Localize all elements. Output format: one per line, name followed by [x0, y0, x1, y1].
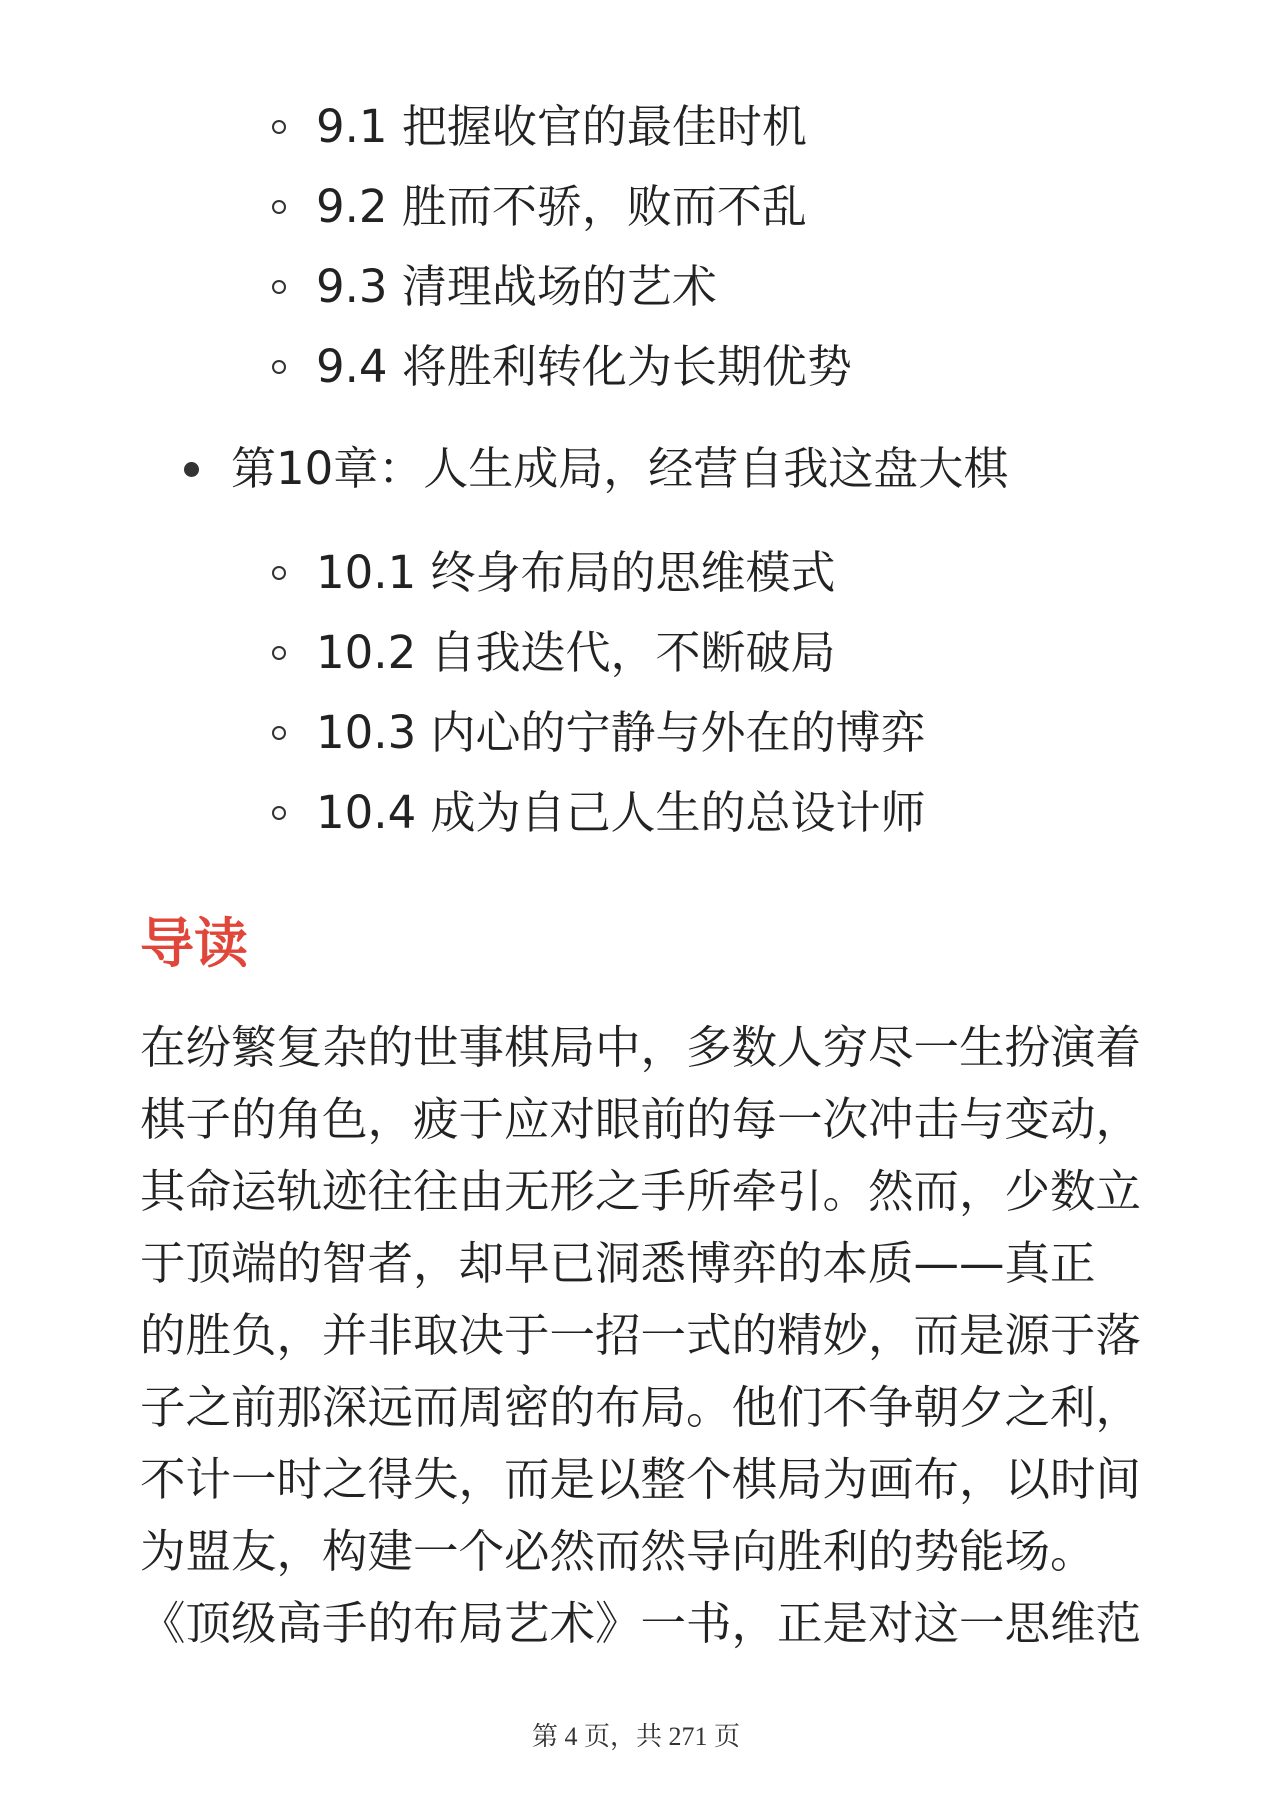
paragraph-line: 《顶级高手的布局艺术》一书，正是对这一思维范 [140, 1597, 1142, 1650]
toc-item-10-1[interactable] [272, 540, 836, 606]
toc-item-9-4[interactable] [272, 334, 852, 400]
toc-item-10-2[interactable] [272, 620, 836, 686]
hollow-bullet-icon [272, 726, 286, 740]
paragraph-line: 的胜负，并非取决于一招一式的精妙，而是源于落 [140, 1309, 1142, 1362]
hollow-bullet-icon [272, 566, 286, 580]
toc-item-label: 10.2 自我迭代，不断破局 [316, 626, 836, 679]
section-heading: 导读 [140, 912, 248, 975]
toc-item-9-1[interactable] [272, 94, 807, 160]
toc-item-9-2[interactable] [272, 174, 807, 240]
filled-bullet-icon [184, 462, 199, 477]
toc-chapter-10[interactable] [184, 436, 1008, 502]
toc-item-label: 10.4 成为自己人生的总设计师 [316, 786, 926, 839]
toc-item-label: 10.3 内心的宁静与外在的博弈 [316, 706, 926, 759]
paragraph-line: 其命运轨迹往往由无形之手所牵引。然而，少数立 [140, 1165, 1142, 1218]
hollow-bullet-icon [272, 646, 286, 660]
toc-item-label: 9.4 将胜利转化为长期优势 [316, 340, 852, 393]
paragraph-line: 棋子的角色，疲于应对眼前的每一次冲击与变动， [140, 1093, 1142, 1146]
paragraph-line: 不计一时之得失，而是以整个棋局为画布，以时间 [140, 1453, 1142, 1506]
hollow-bullet-icon [272, 806, 286, 820]
intro-paragraph [140, 1012, 1140, 1660]
hollow-bullet-icon [272, 200, 286, 214]
toc-item-label: 9.3 清理战场的艺术 [316, 260, 717, 313]
paragraph-line: 于顶端的智者，却早已洞悉博弈的本质——真正 [140, 1237, 1096, 1290]
toc-chapter-label: 第10章：人生成局，经营自我这盘大棋 [231, 442, 1009, 495]
toc-item-9-3[interactable] [272, 254, 717, 320]
hollow-bullet-icon [272, 280, 286, 294]
toc-item-10-4[interactable] [272, 780, 926, 846]
paragraph-line: 为盟友，构建一个必然而然导向胜利的势能场。 [140, 1525, 1096, 1578]
page-number-footer: 第 4 页，共 271 页 [531, 1722, 740, 1751]
toc-item-label: 9.2 胜而不骄，败而不乱 [316, 180, 807, 233]
toc-item-label: 9.1 把握收官的最佳时机 [316, 100, 807, 153]
paragraph-line: 在纷繁复杂的世事棋局中，多数人穷尽一生扮演着 [140, 1021, 1142, 1074]
hollow-bullet-icon [272, 120, 286, 134]
toc-item-10-3[interactable] [272, 700, 926, 766]
hollow-bullet-icon [272, 360, 286, 374]
toc-item-label: 10.1 终身布局的思维模式 [316, 546, 836, 599]
paragraph-line: 子之前那深远而周密的布局。他们不争朝夕之利， [140, 1381, 1142, 1434]
